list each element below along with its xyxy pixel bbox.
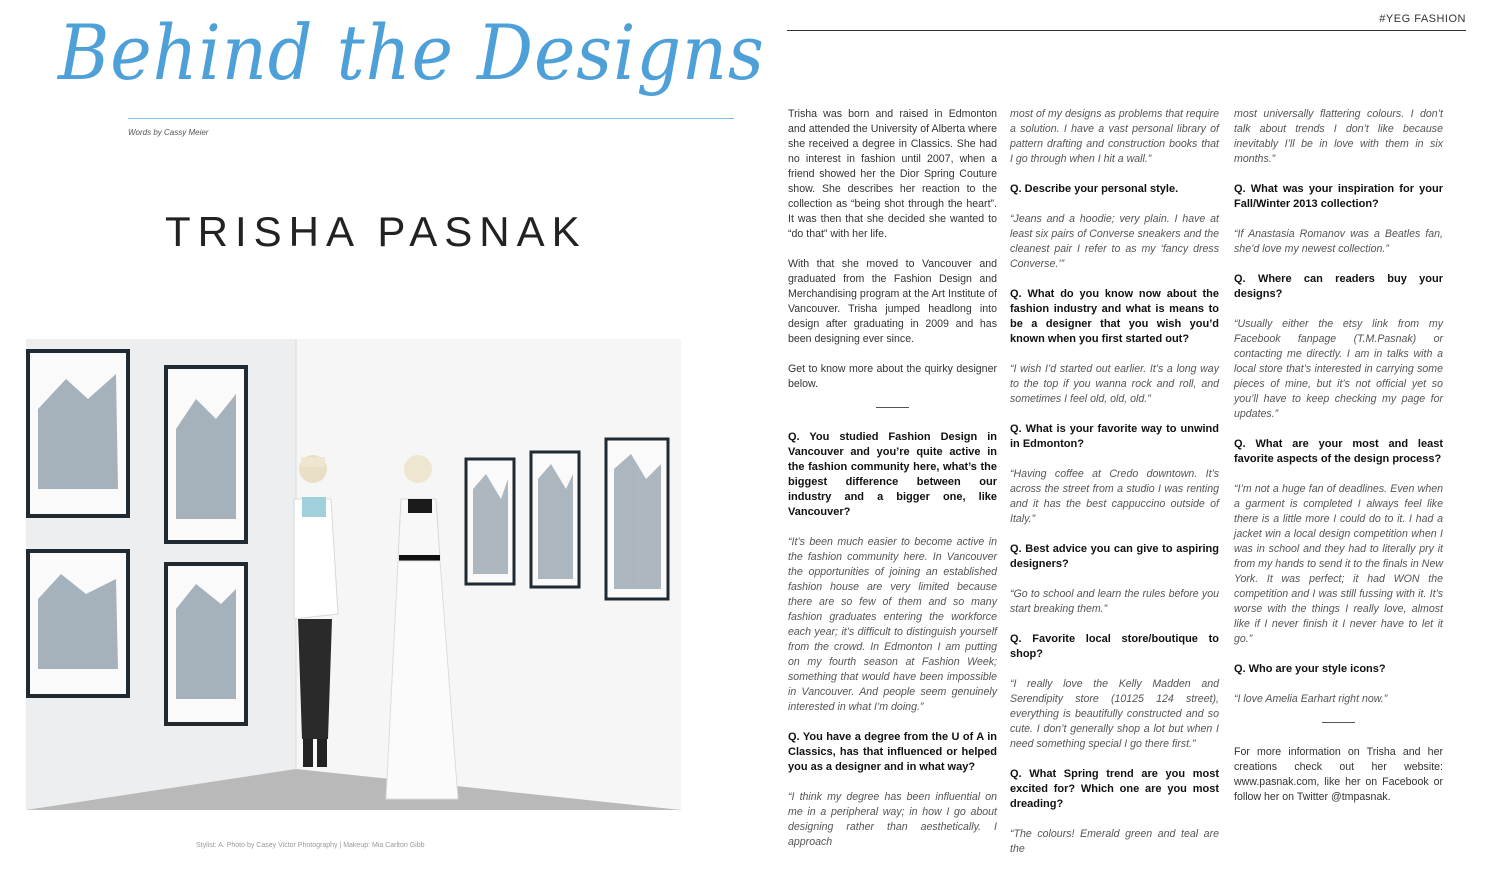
interview-question: Q. What Spring trend are you most excited for? Which one are you most dreading? bbox=[1010, 768, 1219, 810]
interview-answer: “The colours! Emerald green and teal are the bbox=[1010, 828, 1219, 855]
right-page bbox=[740, 0, 1486, 853]
interview-question: Q. Describe your personal style. bbox=[1010, 183, 1179, 195]
interview-question: Q. You have a degree from the U of A in Classics, has that influenced or helped you as a designer and in what way? bbox=[788, 731, 997, 773]
section-divider bbox=[1322, 722, 1355, 723]
interview-answer: “Usually either the etsy link from my Facebook fanpage (T.M.Pasnak) or contacting me directly. I am in talks with a local store that’s interested in carrying some pieces of mine, but it’s not official yet so you’ll have to keep checking my page for updates.” bbox=[1234, 318, 1443, 420]
body-paragraph: For more information on Trisha and her creations check out her website: www.pasnak.com, like her on Facebook or follow her on Twitter @tmpasnak. bbox=[1234, 746, 1443, 803]
text-column-1 bbox=[788, 107, 997, 865]
article-title: Behind the Designs bbox=[58, 8, 765, 97]
interview-answer: most of my designs as problems that require a solution. I have a vast personal library of pattern drafting and construction books that I go through when I hit a wall.” bbox=[1010, 108, 1219, 165]
body-paragraph: With that she moved to Vancouver and graduated from the Fashion Design and Merchandising program at the Art Institute of Vancouver. Trisha jumped headlong into design after graduating in 2009 and has been designing ever since. bbox=[788, 258, 997, 345]
interview-answer: “I love Amelia Earhart right now.” bbox=[1234, 693, 1388, 705]
interview-answer: “I’m not a huge fan of deadlines. Even when a garment is completed I always feel like there is a little more I could do to it. I had a jacket win a local design competition when I was in school and they had to literally pry it from my hands to send it to the finals in New York. It was perfect; it had WON the competition and I was still fussing with it. It’s worse with the things I really love, almost like if I never finish it I never have to let it go.” bbox=[1234, 483, 1443, 645]
section-divider bbox=[876, 407, 909, 408]
interview-answer: “Having coffee at Credo downtown. It’s across the street from a studio I was renting and it has the best cappuccino outside of Italy.” bbox=[1010, 468, 1219, 525]
interview-answer: “It’s been much easier to become active in the fashion community here. In Vancouver the opportunities of joining an established fashion house are very limited because there are so few of them and so many fashion graduates entering the workforce each year; it’s difficult to distinguish yourself from the crowd. In Edmonton I am putting on my fourth season at Fashion Week; something that would have been impossible in Vancouver. And people seem genuinely interested in what I’m doing.” bbox=[788, 536, 997, 713]
interview-answer: “If Anastasia Romanov was a Beatles fan, she’d love my newest collection.” bbox=[1234, 228, 1443, 255]
interview-question: Q. You studied Fashion Design in Vancouver and you’re quite active in the fashion community here, what’s the biggest difference between our industry and a bigger one, like Vancouver? bbox=[788, 431, 997, 518]
interview-question: Q. Best advice you can give to aspiring designers? bbox=[1010, 543, 1219, 570]
interview-answer: most universally flattering colours. I don’t talk about trends I don’t like because inevitably I’ll be in love with them in six months.” bbox=[1234, 108, 1443, 165]
photo-icon bbox=[26, 339, 681, 810]
interview-answer: “I really love the Kelly Madden and Serendipity store (10125 124 street), everything is beautifully constructed and so cute. I don’t generally shop a lot but when I need something special I go there first.” bbox=[1010, 678, 1219, 750]
body-paragraph: Trisha was born and raised in Edmonton and attended the University of Alberta where she received a degree in Classics. She had no interest in fashion until 2007, when a friend showed her the Dior Spring Couture show. She describes her reaction to the collection as “being shot through the heart”. It was then that she decided she wanted to “do that” with her life. bbox=[788, 108, 997, 240]
interview-question: Q. What are your most and least favorite aspects of the design process? bbox=[1234, 438, 1443, 465]
byline: Words by Cassy Meier bbox=[128, 128, 209, 137]
interview-answer: “Go to school and learn the rules before you start breaking them.” bbox=[1010, 588, 1219, 615]
interview-question: Q. Where can readers buy your designs? bbox=[1234, 273, 1443, 300]
interview-question: Q. Who are your style icons? bbox=[1234, 663, 1386, 675]
title-underline bbox=[128, 118, 734, 119]
photo-credit: Stylist: A. Photo by Casey Victor Photography | Makeup: Mia Carlton Gibb bbox=[196, 842, 425, 849]
text-column-2 bbox=[1010, 107, 1219, 872]
interview-question: Q. What was your inspiration for your Fall/Winter 2013 collection? bbox=[1234, 183, 1443, 210]
interview-question: Q. What is your favorite way to unwind in Edmonton? bbox=[1010, 423, 1219, 450]
interview-question: Q. What do you know now about the fashion industry and what is means to be a designer that you wish you’d known when you first started out? bbox=[1010, 288, 1219, 345]
interview-answer: “Jeans and a hoodie; very plain. I have at least six pairs of Converse sneakers and the cleanest pair I refer to as my ‘fancy dress Converse.’” bbox=[1010, 213, 1219, 270]
interview-question: Q. Favorite local store/boutique to shop? bbox=[1010, 633, 1219, 660]
editorial-photo bbox=[26, 339, 681, 810]
text-column-3 bbox=[1234, 107, 1443, 820]
body-paragraph: Get to know more about the quirky designer below. bbox=[788, 363, 997, 390]
designer-name: TRISHA PASNAK bbox=[165, 208, 587, 255]
interview-answer: “I think my degree has been influential on me in a peripheral way; in how I go about designing rather than aesthetically. I approach bbox=[788, 791, 997, 848]
header-rule bbox=[787, 30, 1466, 31]
interview-answer: “I wish I’d started out earlier. It’s a long way to the top if you wanna rock and roll, and sometimes I feel old, old, old.” bbox=[1010, 363, 1219, 405]
section-tag: #YEG FASHION bbox=[1379, 13, 1466, 25]
